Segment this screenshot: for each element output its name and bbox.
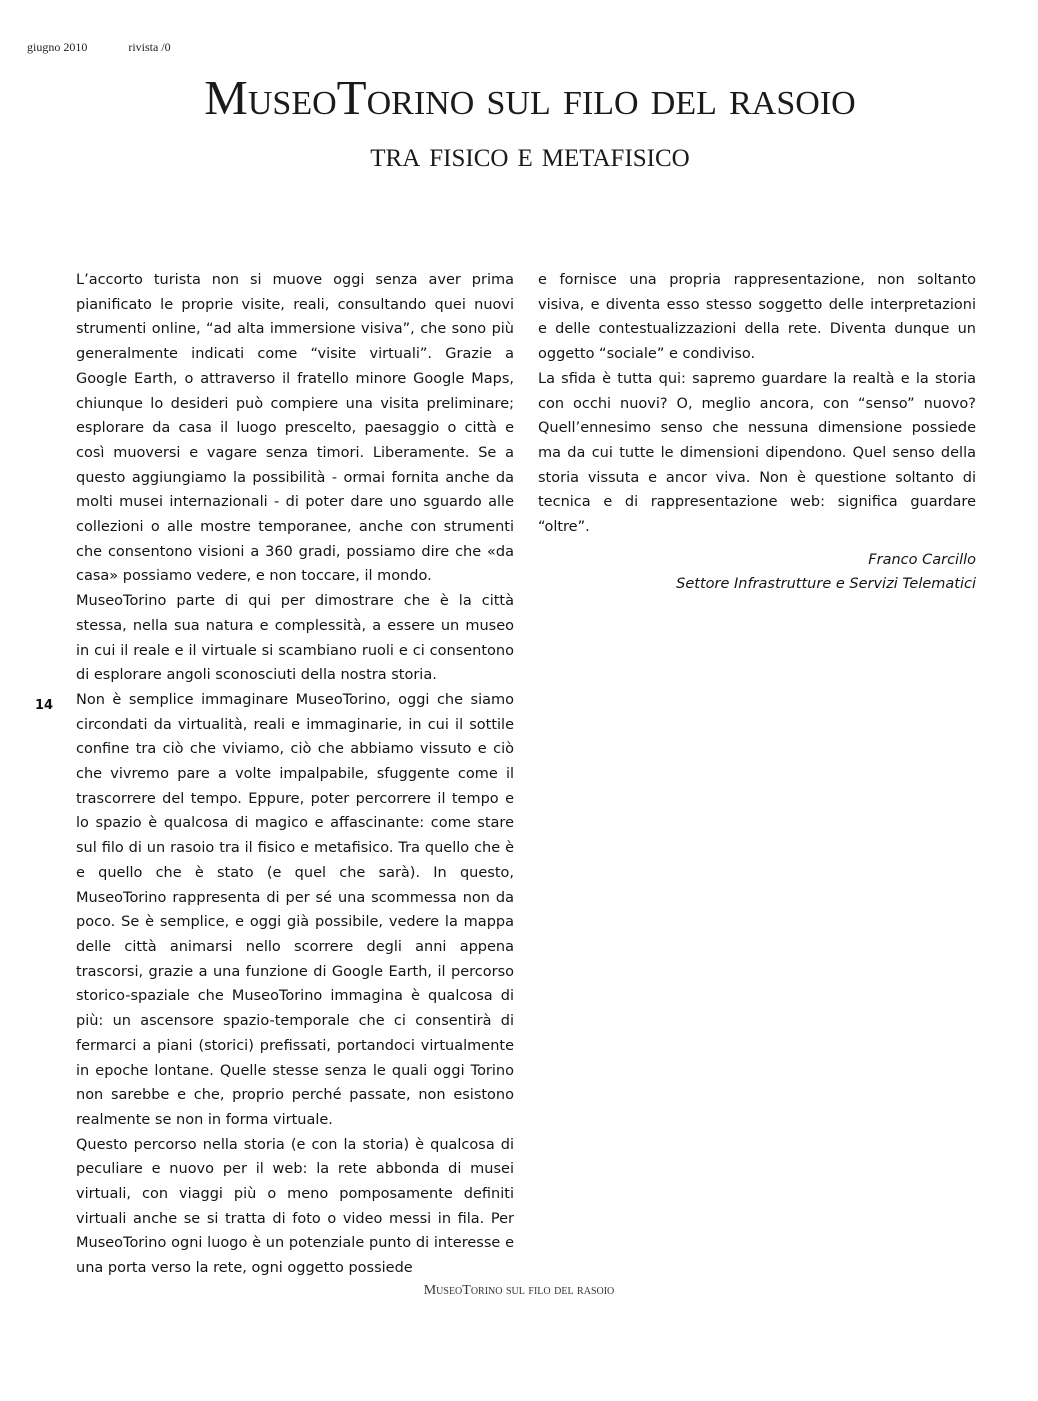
- title-line-1: MuseoTorino sul filo del rasoio: [204, 70, 856, 125]
- paragraph: Non è semplice immaginare MuseoTorino, oggi che siamo circondati da virtualità, reali e immaginarie, in cui il sottile confine tra ciò che viviamo, ciò che abbiamo vissuto e ciò che vivremo pare a volte impalpabile, sfuggente come il trascorrere del tempo. Eppure, poter percorrere il tempo e lo spazio è qualcosa di magico e affascinante: come stare sul filo di un rasoio tra il fisico e metafisico. Tra quello che è e quello che è stato (e quel che sarà). In questo, MuseoTorino rappresenta di per sé una scommessa non da poco. Se è semplice, e oggi già possibile, vedere la mappa delle città animarsi nello scorrere degli anni appena trascorsi, grazie a una funzione di Google Earth, il percorso storico-spaziale che MuseoTorino immagina è qualcosa di più: un ascensore spazio-temporale che ci consentirà di fermarci a piani (storici) prefissati, portandoci virtualmente in epoche lontane. Quelle stesse senza le quali oggi Torino non sarebbe e che, proprio perché passate, non esistono realmente se non in forma virtuale.: [76, 691, 514, 1128]
- title-line-2: tra fisico e metafisico: [370, 134, 690, 174]
- magazine-issue: rivista /0: [128, 40, 171, 54]
- paragraph: L’accorto turista non si muove oggi senza aver prima pianificato le proprie visite, reali, consultando quei nuovi strumenti online, “ad alta immersione visiva”, che sono più generalmente indicati come “visite virtuali”. Grazie a Google Earth, o attraverso il fratello minore Google Maps, chiunque lo desideri può compiere una visita preliminare; esplorare da casa il luogo prescelto, paesaggio o città e così muoversi e vagare senza timori. Liberamente. Se a questo aggiungiamo la possibilità - ormai fornita anche da molti musei internazionali - di poter dare uno sguardo alle collezioni o alle mostre temporanee, anche con strumenti che consentono visioni a 360 gradi, possiamo dire che «da casa» possiamo vedere, e non toccare, il mondo.: [76, 272, 514, 585]
- issue-date: giugno 2010: [27, 40, 88, 54]
- paragraph: Questo percorso nella storia (e con la storia) è qualcosa di peculiare e nuovo per il web: la rete abbonda di musei virtuali, con viaggi più o meno pomposamente definiti virtuali anche se si tratta di foto o video messi in fila. Per MuseoTorino ogni luogo è un potenziale punto di interesse e una porta verso la rete, ogni oggetto possiede: [76, 1136, 514, 1277]
- paragraph: MuseoTorino parte di qui per dimostrare che è la città stessa, nella sua natura e complessità, a essere un museo in cui il reale e il virtuale si scambiano ruoli e ci consentono di esplorare angoli sconosciuti della nostra storia.: [76, 593, 514, 684]
- article-title: [100, 68, 960, 177]
- page-number: 14: [35, 698, 54, 713]
- page-header: [27, 40, 171, 55]
- paragraph: La sfida è tutta qui: sapremo guardare la realtà e la storia con occhi nuovi? O, meglio ancora, con “senso” nuovo? Quell’ennesimo senso che nessuna dimensione possiede ma da cui tutte le dimensioni dipendono. Quel senso della storia vissuta e ancor viva. Non è questione soltanto di tecnica e di rappresentazione web: significa guardare “oltre”.: [538, 370, 976, 536]
- body-column-left: [76, 268, 514, 1281]
- signature-block: [538, 548, 976, 597]
- author-name: Franco Carcillo: [868, 551, 976, 568]
- body-column-right: [538, 268, 976, 597]
- running-footer: MuseoTorino sul filo del rasoio: [423, 1283, 615, 1298]
- author-role: Settore Infrastrutture e Servizi Telematici: [676, 576, 976, 593]
- paragraph: e fornisce una propria rappresentazione, non soltanto visiva, e diventa esso stesso soggetto delle interpretazioni e delle contestualizzazioni della rete. Diventa dunque un oggetto “sociale” e condiviso.: [538, 272, 976, 363]
